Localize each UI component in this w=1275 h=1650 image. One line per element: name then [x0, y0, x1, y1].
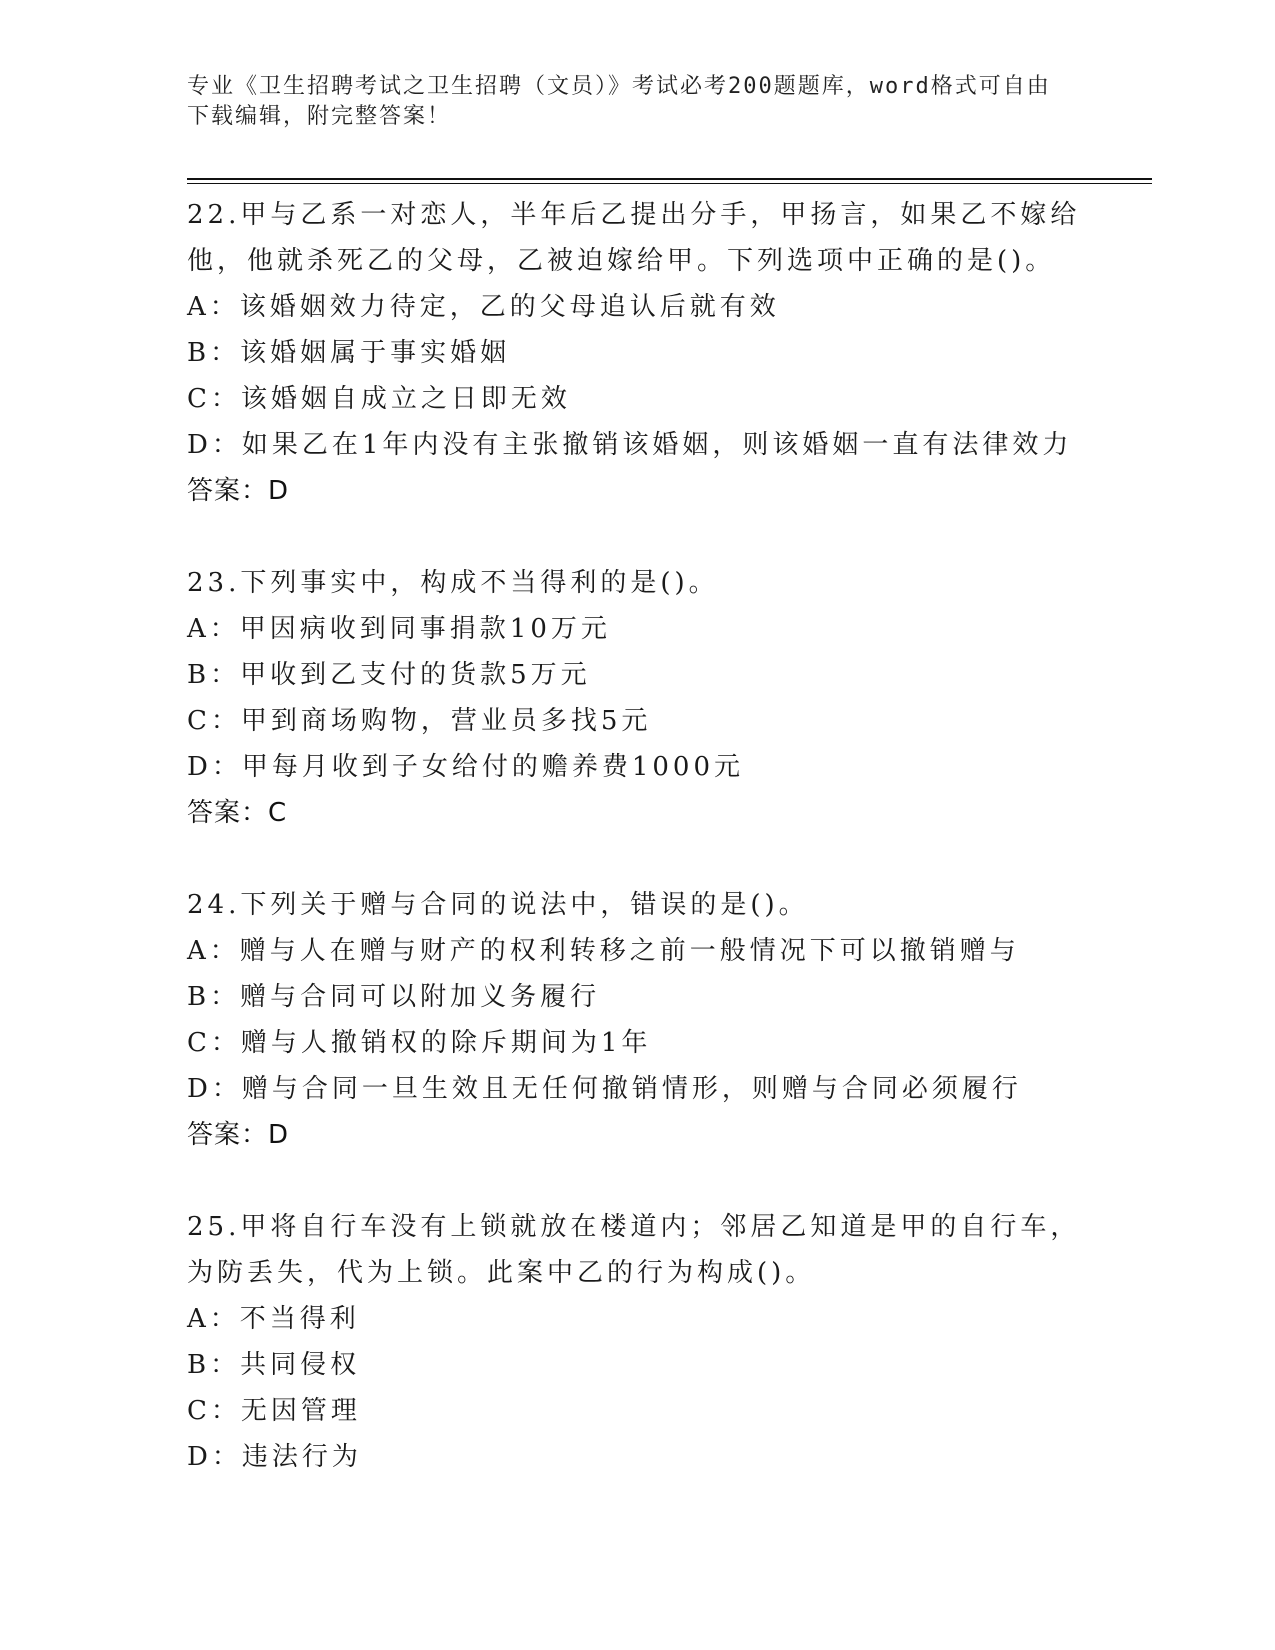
document-header: 专业《卫生招聘考试之卫生招聘（文员）》考试必考200题题库，word格式可自由下载编辑，附完整答案！	[187, 74, 1051, 129]
question-stem: 22.甲与乙系一对恋人，半年后乙提出分手，甲扬言，如果乙不嫁给他，他就杀死乙的父母，乙被迫嫁给甲。下列选项中正确的是()。	[187, 200, 1081, 276]
option-b: B：甲收到乙支付的货款5万元	[187, 660, 591, 690]
option-b: B：该婚姻属于事实婚姻	[187, 338, 511, 368]
option-b: B：共同侵权	[187, 1350, 361, 1380]
option-a: A：该婚姻效力待定，乙的父母追认后就有效	[187, 292, 780, 322]
question-stem: 25.甲将自行车没有上锁就放在楼道内；邻居乙知道是甲的自行车，为防丢失，代为上锁。此案中乙的行为构成()。	[187, 1212, 1081, 1288]
option-c: C：无因管理	[187, 1396, 361, 1426]
option-a: A：甲因病收到同事捐款10万元	[187, 614, 611, 644]
answer-line: 答案：D	[187, 1120, 290, 1150]
question-list	[187, 192, 1087, 1526]
option-d: D：违法行为	[187, 1442, 362, 1472]
question-25	[187, 1204, 1087, 1480]
option-c: C：该婚姻自成立之日即无效	[187, 384, 571, 414]
option-b: B：赠与合同可以附加义务履行	[187, 982, 601, 1012]
option-c: C：甲到商场购物，营业员多找5元	[187, 706, 652, 736]
answer-line: 答案：D	[187, 476, 290, 506]
option-d: D：如果乙在1年内没有主张撤销该婚姻，则该婚姻一直有法律效力	[187, 430, 1073, 460]
option-d: D：赠与合同一旦生效且无任何撤销情形，则赠与合同必须履行	[187, 1074, 1022, 1104]
option-a: A：赠与人在赠与财产的权利转移之前一般情况下可以撤销赠与	[187, 936, 1020, 966]
answer-line: 答案：C	[187, 798, 288, 828]
option-c: C：赠与人撤销权的除斥期间为1年	[187, 1028, 652, 1058]
header-divider-thick	[187, 178, 1152, 180]
option-d: D：甲每月收到子女给付的赡养费1000元	[187, 752, 745, 782]
question-stem: 24.下列关于赠与合同的说法中，错误的是()。	[187, 890, 809, 920]
header-divider-thin	[187, 183, 1152, 184]
question-24	[187, 882, 1087, 1158]
option-a: A：不当得利	[187, 1304, 360, 1334]
question-22	[187, 192, 1087, 514]
question-23	[187, 560, 1087, 836]
question-stem: 23.下列事实中，构成不当得利的是()。	[187, 568, 719, 598]
